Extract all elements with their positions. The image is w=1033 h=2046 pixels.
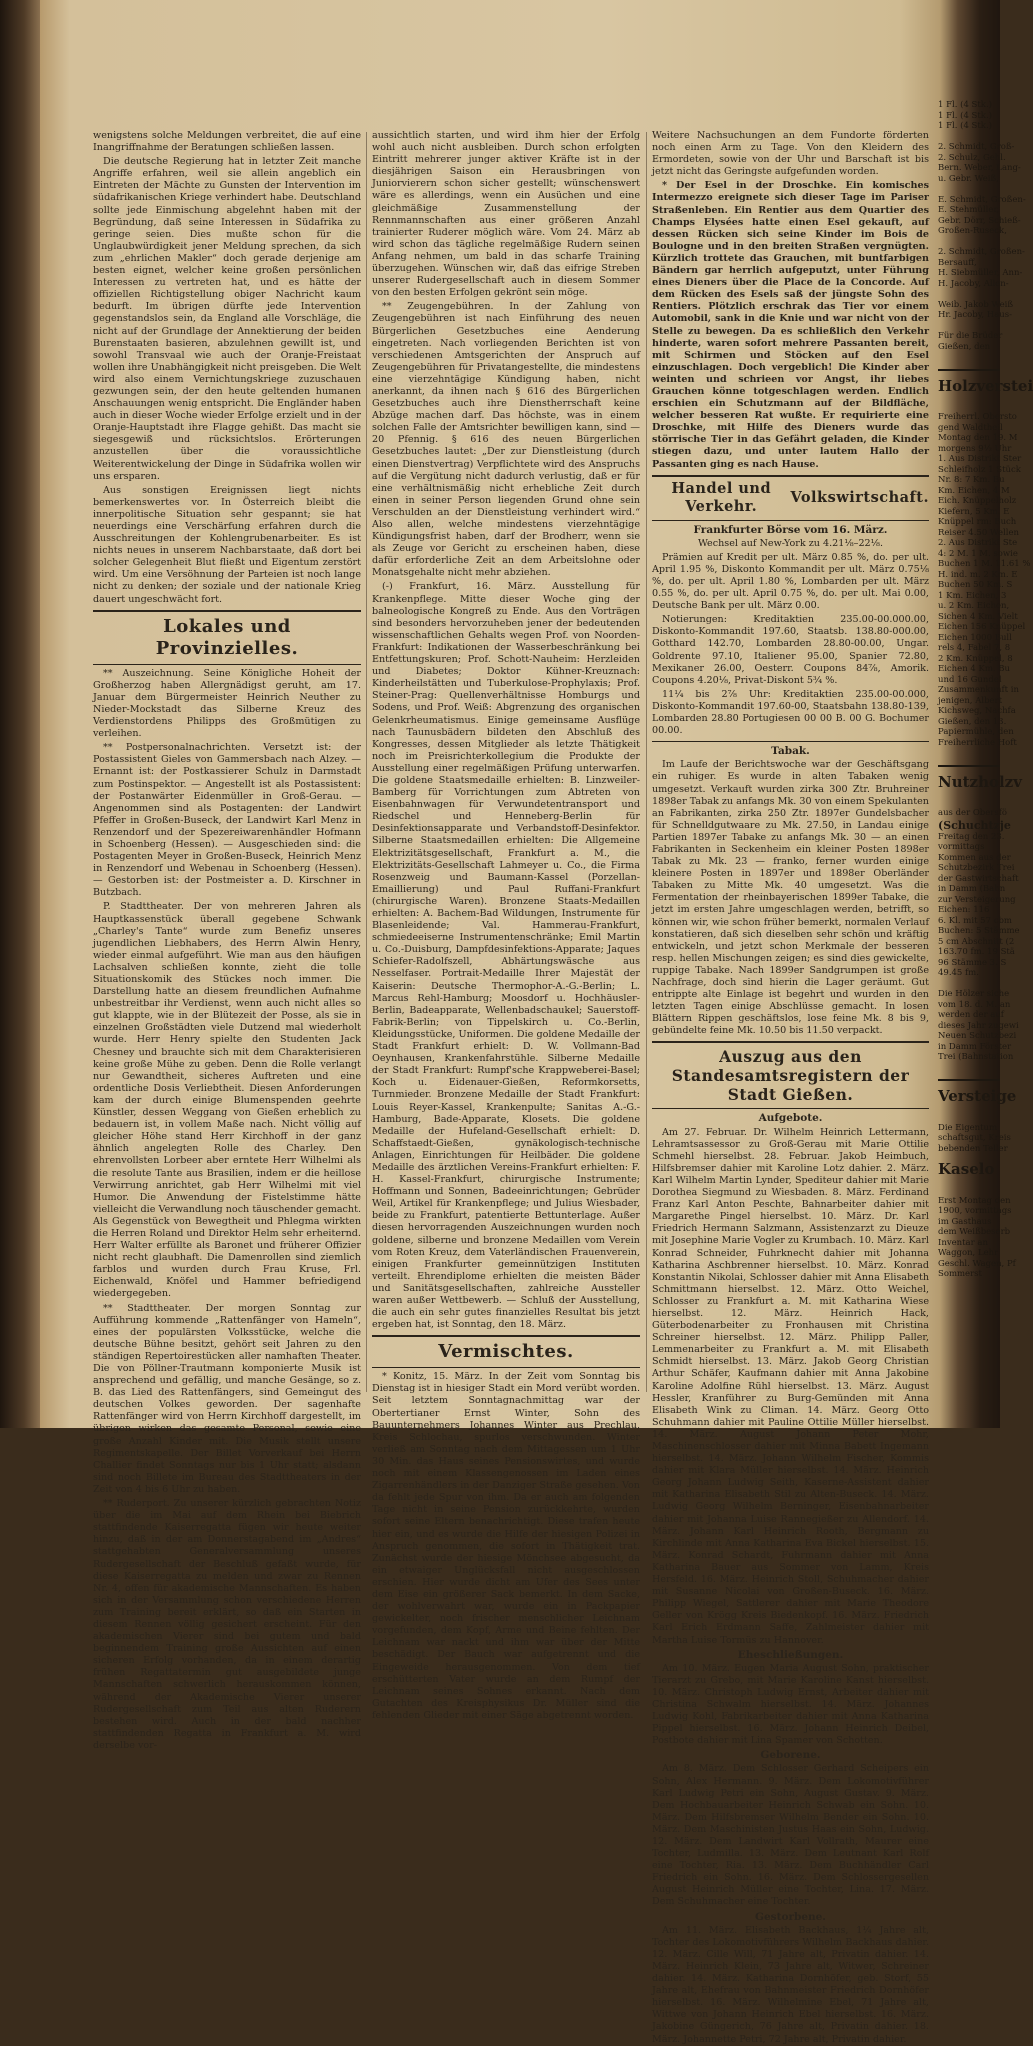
edge-text-line: 1 Fl. (4 Stk.) [938, 110, 992, 121]
edge-text-line: Kichsweg, Nachfa [938, 706, 1016, 716]
news-item: aussichtlich starten, und wird ihm hier der Erfolg wohl auch nicht ausbleiben. Durch schon erfolgten Eintritt mehrerer junger aktiver Kräfte ist in der diesjährigen Saison ein Herausbringen von Juniorvierern schon sicher gestellt; wünschenswert wäre es allerdings, wenn ein Ausüchen und eine gleichmäßige Zusammenstellung der Rennmannschaften aus einer größeren Anzahl trainierter Ruderer möglich wäre. Vom 24. März ab wird schon das tägliche regelmäßige Rudern seinen Anfang nehmen, um bald in das scharfe Training überzugehen. Wünschen wir, daß das eifrige Streben unserer Rudergesellschaft auch in diesem Sommer von den besten Erfolgen gekrönt sein möge. [372, 130, 640, 299]
section-rule [652, 1041, 929, 1043]
edge-text-line: morgens 9½ Uhr [938, 443, 1012, 454]
edge-text-line: Holzverstei [938, 376, 1033, 395]
edge-text-line: Erst Montag den [938, 1195, 1011, 1206]
edge-text-line [938, 132, 1000, 143]
edge-text-line: Freiherrliche Hoft [938, 737, 1017, 748]
edge-text-line: 163.70 fm. 19 Stä [938, 947, 1015, 957]
edge-text-line: Schleifholz 1 Stück [938, 464, 1021, 475]
edge-text-line: Eichen: 116 [938, 905, 990, 915]
section-heading-handel: Handel und Verkehr. [671, 479, 772, 515]
edge-text-line: 2 Km. Knüppel, 8 [938, 653, 1013, 664]
edge-text-line: (Schuchtzje [938, 818, 1011, 832]
section-rule [652, 475, 929, 477]
edge-text-line: Kaselo [938, 1160, 995, 1178]
news-item: ** Postpersonalnachrichten. Versetzt ist: der Postassistent Gieles von Gammersbach nach Alzey. — Ernannt ist: der Postkassierer Schulz in Darmstadt zum Postinspektor. — Angestellt ist als Postassistent: der Postanwärter Eidenmüller in Groß-Gerau. — Angenommen sind als Postagenten: der Landwirt Pfeffer in Großen-Buseck, der Landwirt Karl Menz in Renzendorf und der Spezereiwarenhändler Hofmann in Schoenberg (Hessen). — Ausgeschieden sind: die Postagenten Meyer in Großen-Buseck, Heinrich Menz in Renzendorf und Webenau in Schoenberg (Hessen). — Gestorben ist: der Postmeister a. D. Kirschner in Butzbach. [93, 742, 361, 899]
edge-text-line [938, 184, 1000, 195]
section-rule [372, 1367, 640, 1368]
edge-text-line: Buchen: 5 Stämme [938, 926, 1020, 936]
edge-text-line: vom 18. d. M. an [938, 999, 1011, 1010]
edge-text-line: rels 4, Fabel 7, 8 [938, 643, 1011, 653]
geborene-list: Am 8. März. Dem Schlosser Gerhard Scheipers ein Sohn, Alex Hermann. 9. März. Dem Lokomotivführer Karl Ludwig Petri ein Sohn, August Gustav. 9. März. Dem Hochbauarbeiter Heinrich Schwab ein Sohn. 10. März. Dem Hilfsbremser Wilhelm Bender ein Sohn. 10. März. Dem Maschinisten Justus Haas ein Sohn, Ludwig. 12. März. Dem Landwirt Karl Vollrath, Maurer eine Tochter, Ludmilla. 13. März. Dem Leutnant Karl Rolf eine Tochter, Ria. 13. März. Dem Buchhändler Carl Friedrich ein Sohn. 16. März. Dem Schlossergesellen August Heinrich Müller eine Tochter, Lina. 17. März. Dem Schuhmacher eine Tochter. [652, 1763, 929, 1908]
edge-text-line: Gebr. Dörr, Schieß- [938, 215, 1021, 226]
edge-text-line: 1 Fl. (4 Stk.) [938, 121, 992, 131]
column-divider [366, 132, 367, 1392]
section-rule [93, 610, 361, 612]
edge-text-line: Eichen 4 Km. Bu [938, 664, 1011, 674]
aufgebote-list: Am 27. Februar. Dr. Wilhelm Heinrich Lettermann, Lehramtsassessor zu Groß-Gerau mit Marie Ottilie Schmehl hierselbst. 28. Februar. Jakob Heimbuch, Hilfsbremser dahier mit Karoline Lotz dahier. 2. März. Karl Wilhelm Martin Lynder, Spediteur dahier mit Marie Dorothea Siegmund zu Wiesbaden. 8. März. Ferdinand Franz Karl Anton Peschte, Bahnarbeiter dahier mit Margarethe Pingel hierselbst. 10. März. Dr. Karl Friedrich Hermann Salzmann, Assistenzarzt zu Dieuze mit Josephine Marie Vogler zu Krumbach. 10. März. Karl Konrad Schneider, Fuhrknecht dahier mit Johanna Katharina Aschbrenner hierselbst. 10. März. Konrad Konstantin Nikolai, Schlosser dahier mit Anna Elisabeth Schmittmann hierselbst. 12. März. Otto Weichel, Schlosser zu Frankfurt a. M. mit Katharina Wiese hierselbst. 12. März. Heinrich Hack, Güterbodenarbeiter zu Fronhausen mit Christina Schreiner hierselbst. 12. März. Philipp Paller, Lemmenarbeiter zu Frankfurt a. M. mit Elisabeth Schmidt hierselbst. 13. März. Jakob Georg Christian Arthur Schäfer, Kaufmann dahier mit Anna Jakobine Karoline Adolfine Rühl hierselbst. 13. März. August Hessler, Kranführer zu Burg-Gemünden mit Anna Elisabeth Wink zu Climan. 14. März. Georg Otto Schuhmann dahier mit Pauline Ottilie Müller hierselbst. 14. März. August Johann Peter Mohr, Maschinenschlosser dahier mit Minna Babett Ingemann hierselbst. 14. März. Johann Wilhelm Fischer, Kommis dahier mit Klara Müller hierselbst. 14. März. Heinrich Georg Johann Ludwig Seith, Kaserne-Assistent dahier mit Katharina Elisabeth Stil zu Alten-Buseck. 14. März. Ludwig Georg Wilhelm Berninger, Eisenbahnarbeiter dahier mit Johanna Luise Rannegießer zu Allendorf. 14. März. Johann Karl Heinrich Rooth, Bergmann zu Kirchlinde mit Anna Katharina Eva Bickel hierselbst. 15. März. Konrad Schardt, Fuhrmann dahier mit Anna Katharina Bauer aus Sommer von Lamm, Kreis Hersfeld. 16. März. Heinrich Stoll, Schuhmacher dahier mit Susanne Nicolai von Großen-Buseck. 16. März. Philipp Wiegel, Sattlerer dahier mit Marie Theodore Geller von Krögg Kreis Biedenkopf. 16. März. Friedrich Karl Erich Erdmann Saffe, Zahlmeister dahier mit Martha Luise Tormüs zu Hannover. [652, 1126, 929, 1646]
edge-text-line [938, 1063, 1000, 1074]
edge-text-line: 1. Aus Distrikt Ster [938, 454, 1022, 464]
edge-text-line: H. ind. m. 2 Km. E [938, 569, 1018, 580]
edge-text-line [938, 321, 1000, 332]
aufgebote-title: Aufgebote. [758, 1112, 823, 1125]
edge-text-line: 2. Schulz, Gehl. [938, 152, 1006, 163]
edge-text-line: 96 Stämme 3. S [938, 957, 1007, 968]
edge-text-line: Inventar an [938, 1237, 988, 1248]
edge-text-line: dieses Jahr zugewi [938, 1020, 1019, 1031]
gestorbene-title: Gestorbene. [755, 1910, 826, 1923]
edge-text-line: im Gasthaus [938, 1216, 992, 1227]
edge-text-line: zur Versteigerung [938, 894, 1016, 905]
edge-text-line: Neuen Schutzbezi [938, 1031, 1017, 1041]
edge-text-line: schaftsgut, Kreis [938, 1133, 1011, 1143]
section-heading-vermischtes: Vermischtes. [438, 1341, 574, 1363]
edge-text-line: der Gastwirtschaft [938, 873, 1019, 884]
eheschliessungen-title: Eheschließungen. [737, 1648, 844, 1661]
edge-text-line: u. Gebr. Weiß, [938, 173, 999, 184]
edge-text-line: Freitag den 23. [938, 831, 1005, 842]
boerse-title: Frankfurter Börse vom 16. März. [693, 523, 888, 536]
news-item: ** Auszeichnung. Seine Königliche Hoheit der Großherzog haben Allergnädigst geruht, am 17. Januar dem Bürgermeister Heinrich Neuther zu Nieder-Mockstadt das Silberne Kreuz des Verdienstordens Philipps des Großmütigen zu verleihen. [93, 667, 361, 740]
edge-text-line: Schutzbezirk Trei [938, 863, 1015, 873]
edge-text-line: Nutzholzv [938, 772, 1022, 791]
edge-text-line: und 16 Gundel [938, 674, 1002, 685]
edge-text-line [938, 1112, 1000, 1123]
edge-text-line: 2. Schmidt, Großen- [938, 247, 1025, 257]
article-paragraph: Die deutsche Regierung hat in letzter Zeit manche Angriffe erfahren, weil sie allein angeblich ein Eintreten der Mächte zu Gunsten der Intervention im südafrikanischen Kriege verhindert habe. Deutschland sollte jede Einmischung abgelehnt haben mit der Begründung, daß seine Interessen in Südafrika zu geringe seien. Dies mußte schon für die Unglaubwürdigkeit jener Meldung sprechen, da sich zum „ehrlichen Makler“ doch gerade derjenige am besten eignet, welcher keine großen persönlichen Interessen zu vertreten hat, und es hätte der offiziellen Richtigstellung obiger Nachricht kaum bedurft. Im übrigen dürfte jede Intervention gegenstandslos sein, da England alle Vorschläge, die nicht auf der Grundlage der Annektierung der beiden Burenstaaten basieren, abzulehnen gewillt ist, und sowohl Transvaal wie auch der Oranje-Freistaat wollen ihre Unabhängigkeit nicht preisgeben. Die Welt wird also einem Vernichtungskriege zuzuschauen gezwungen sein, der den heute geltenden humanen Anschauungen wenig entspricht. Die Engländer haben auch in dieser Woche wieder Erfolge erzielt und in der Oranje-Hauptstadt ihre Flagge gehißt. Das macht sie siegesgewiß und rücksichtslos. Erörterungen anzustellen über die voraussichtliche Weiterentwickelung der Dinge in Südafrika wollen wir uns ersparen. [93, 156, 361, 482]
edge-text-line: Kiefern, 5 Km. E [938, 506, 1010, 517]
edge-text-line: E. Schmidt, Großen- [938, 194, 1026, 205]
edge-text-line: in Damm Förster [938, 1041, 1012, 1052]
edge-text-line: Eich. Knüppelholz [938, 496, 1017, 506]
edge-text-line: dem Weißbeserb [938, 1227, 1011, 1237]
edge-text-line: Für die Brüder [938, 331, 1003, 341]
edge-text-line: jenigen, Albert [938, 695, 1003, 706]
edge-text-line [938, 289, 1000, 300]
edge-rule [938, 369, 1000, 371]
edge-text-line: 1 Fl. (4 Stk.) [938, 100, 992, 110]
edge-text-line [938, 352, 1000, 363]
edge-text-line: Sommerst [938, 1269, 982, 1279]
edge-text-line: Montag den 19. M [938, 433, 1018, 443]
edge-text-line [938, 979, 1000, 990]
edge-text-line: Buchen 50 Km. S [938, 580, 1013, 590]
edge-text-line [938, 748, 1000, 759]
edge-text-line: 1900, vormittags [938, 1206, 1012, 1216]
section-rule [652, 520, 929, 521]
boerse-line: Notierungen: Kreditaktien 235.00-00.000.00, Diskonto-Kommandit 197.60, Staatsb. 138.80-000.00, Gotthard 142.70, Lombarden 28.80-00.00, Ungar. Goldrente 97.10, Italiener 95.00, Spanier 72.80, Mexikaner 26.00, Oesterr. Coupons 84⅞, Amorik. Coupons 4.20⅛, Privat-Diskont 5¾ %. [652, 614, 929, 686]
edge-text-line: Km. Eichen, 4 M [938, 485, 1010, 496]
edge-text-line: H. Siebmüller, Ann- [938, 268, 1023, 278]
edge-text-line: Weib. Jakob Weiß [938, 299, 1013, 310]
news-item: P. Stadttheater. Der von mehreren Jahren als Hauptkassenstück überall gegebene Schwank „Charley's Tante“ wurde zum Benefiz unseres jugendlichen Liebhabers, des Herrn Alwin Henry, wieder einmal aufgeführt. Wie man aus den häufigen Lachsalven schließen konnte, zieht die tolle Situationskomik des Stückes noch immer. Die Darstellung hatte an diesem freundlichen Aufnahme unbestreitbar ihr Verdienst, wenn auch nicht alles so gut klappte, wie in der Blütezeit der Posse, als sie in einzelnen Großstädten viele Dutzend mal wiederholt wurde. Herr Henry spielte den Studenten Jack Chesney und brauchte sich mit dem Charakterisieren keine große Mühe zu geben. Denn die Rolle verlangt nur Gewandtheit, sicheres Auftreten und eine ordentliche Dosis Verliebtheit. Diesen Anforderungen kam der durch einige Blumenspenden geehrte Künstler, dessen Weggang von Gießen erheblich zu bedauern ist, in vollem Maße nach. Nicht völlig auf gleicher Höhe stand Herr Kirchhoff in der ganz ähnlich angelegten Rolle des Charley. Den ehrenvollsten Lorbeer aber erntete Herr Wilhelmi als die resolute Tante aus Brasilien, indem er die heillose Verwirrung anrichtet, gab Herr Wilhelmi mit viel Humor. Die Anwendung der Fistelstimme hätte vielleicht die Verwandlung noch täuschender gemacht. Als Gegenstück von Bewegtheit und Phlegma wirkten die Herren Roland und Direktor Helm sehr erheiternd. Herr Walter erfüllte als Baronet und früherer Offizier nicht recht glaubhaft. Die Damenrollen sind ziemlich farblos und wurden durch Frau Kruse, Frl. Eichenwald, Knöfel und Hammer befriedigend wiedergegeben. [93, 901, 361, 1300]
news-item: ** Ruderport. Zu unserer kürzlich gebrachten Notiz über die im Mai auf dem Rhein bei Biebrich stattfindende Kaiserregatta fügen wir heute weiter hinzu, daß in der am Donnerstagabend im „Andres“ stattgehabten Generalversammlung unseres Rudergesellschaft der Beschluß gefaßt wurde, für diese Kaiserregatta zu melden und zwar zu Rennen Nr. 4, offen für akademische Mannschaften. Es haben sich in der Versammlung schon verschiedene Herren zum Training bereit erklärt, so daß ein Starten in diesem Rennen völlig gesichert erscheint. Für den akademischen Vierer sind bei gutem und bald beginnendem Training große Aussichten auf einen sicheren Erfolg vorhanden, da in einem derartig frühen Regattatermin gut ausgebildete junge Mannschaften schwerlich herauskommen können, während der Akademische Vierer unserer Rudergesellschaft zum Teil aus alten Ruderern bestehen wird. Auch in der bald nachher stattfindenden Regatta in Frankfurt a. M. wird derselbe vor- [93, 1498, 361, 1751]
news-item: ** Stadttheater. Der morgen Sonntag zur Aufführung kommende „Rattenfänger von Hameln“, eines der populärsten Volksstücke, welche die deutsche Bühne besitzt, gehört seit Jahren zu den ständigen Repertoirestücken aller namhaften Theater. Die von Pöllner-Trautmann komponierte Musik ist ansprechend und gefällig, und manche Gesänge, so z. B. das Lied des Rattenfängers, sind Gemeingut des deutschen Volkes geworden. Der sagenhafte Rattenfänger wird von Herrn Kirchhoff dargestellt, im übrigen wirken das gesamte Personal, sowie eine große Anzahl Kinder mit. Die Musik stellt unsere Regimentskapelle. Der Billet Vorverkauf bei Herrn Challier findet Sonntags nur bis 1 Uhr statt; alsdann sind noch Billete im Bureau des Stadttheaters in der Zeit von 4 bis 6 Uhr zu haben. [93, 1302, 361, 1495]
tabak-title: Tabak. [771, 745, 810, 758]
news-item: * Konitz, 15. März. In der Zeit vom Sonntag bis Dienstag ist in hiesiger Stadt ein Mord verübt worden. Seit letztem Sonntagnachmittag war der Obertertianer Ernst Winter, Sohn des Bauunternehmers Johannes Winter aus Prechlau, Kreis Schlochau, spurlos verschwunden. Winter verließ am Sonntag nach dem Mittagessen um 1 Uhr 30 Min. das Haus seines Pensionswirtes, und wurde noch mit einem Klassengenossen im Laden eines Zigarrenhändlers in der Danziger Straße gesehen. Von da fehlt jede Spur von ihm. Da er auch am folgenden Tage nicht in seine Pension zurückkehrte, wurden sofort seine Eltern benachrichtigt. Diese trafen heute hier ein, und es wurde die Hilfe der hiesigen Polizei in Anspruch genommen, die sofort in Thätigkeit trat. Zunächst wurde der hiesige Mönchsee abgesucht, da ein etwaiger Unglücksfall nicht ausgeschlossen erschien. Hier wurde dicht am Ufer des Sees unter dem Eise ein größerer Sack bemerkt. In dem Sacke, der wohlverwahrt war, wurde ein in Packpapier gewickelter, noch frischer menschlicher Leichnam vorgefunden, dem Kopf, Arme und Beine fehlten. Der Leichnam war nackt und ihm war über der Mitte beschädigt. Der Bauch war aufgetrennt und die Eingeweide herausgenommen. Von dem tief erschütterten Vater wurde an dem Rumpf der Leichnam seines Sohnes erkannt. Nach dem Gutachten des Kreisphysikus Dr. Müller sind die fehlenden Glieder mit einer Säge abgetrennt worden. [372, 1371, 640, 1721]
edge-text-line: Reiser 4.50 Wellen [938, 527, 1019, 538]
news-item: Weitere Nachsuchungen an dem Fundorte förderten noch einen Arm zu Tage. Von den Kleidern des Ermordeten, sowie von der Uhr und Barschaft ist bis jetzt nicht das Geringste aufgefunden worden. [652, 130, 929, 178]
column-divider [646, 132, 647, 1392]
eheschliessungen-list: Am 10. März. Eugen Maria August Sohn, praktischer Tierarzt zu Grebo, mit Marie Karoline Kanst hierselbst. 10. März. Christoph Ludwig Ernst, Arbeiter dahier mit Christina Schwalm hierselbst. 14. März. Johannes Ludwig Kohl, Fabrikarbeiter dahier mit Anna Katharina Pippel hierselbst. 16. März. Johann Heinrich Deibel, Postbote dahier mit Lina Spamer von Schotten. [652, 1662, 929, 1747]
section-heading-lokales: Lokales und Provinzielles. [155, 615, 299, 659]
edge-text-line: Gießen, den 13. [938, 716, 1007, 727]
edge-text-line: bebenden Teller [938, 1143, 1008, 1154]
edge-text-line: Großen-Ruseck, [938, 226, 1007, 236]
edge-text-line: Eichen 1000 Bull [938, 632, 1012, 643]
section-heading-volkswirtschaft: Volkswirtschaft. [790, 488, 929, 506]
edge-text-line: Buchen 1 M. 11.61 % [938, 559, 1031, 569]
edge-text-line: Bersauff, [938, 257, 977, 268]
edge-text-line: Nr. 8: 7 Km. Bu [938, 475, 1005, 485]
adjacent-page-edge [938, 100, 1033, 1420]
edge-text-line: Geschl. Wagen, Pf [938, 1258, 1016, 1269]
news-item: ** Zeugengebühren. In der Zahlung von Zeugengebühren ist nach Einführung des neuen Bürgerlichen Gesetzbuches eine Aenderung eingetreten. Nach vorliegenden Berichten ist von verschiedenen Amtsgerichten der Anspruch auf Zeugengebühren für Privatangestellte, die mindestens eine vierzehntägige Kündigung haben, nicht anerkannt, da ihnen nach § 616 des Bürgerlichen Gesetzbuches auch ihre Dienstherrschaft keine Abzüge machen darf. Das höchste, was in einem solchen Falle der Amtsrichter bewilligen kann, sind — 20 Pfennig. § 616 des neuen Bürgerlichen Gesetzbuches lautet: „Der zur Dienstleistung (durch einen Dienstvertrag) Verpflichtete wird des Anspruchs auf die Vergütung nicht dadurch verlustig, daß er für eine verhältnismäßig nicht erhebliche Zeit durch einen in seiner Person liegenden Grund ohne sein Verschulden an der Dienstleistung verhindert wird.“ Also allen, welche mindestens vierzehntägige Kündigungsfrist haben, darf der Brodherr, wenn sie als Zeuge vor Gericht zu erscheinen haben, diese dafür erforderliche Zeit an dem Arbeitslohne oder Monatsgehalte nicht mehr abziehen. [372, 301, 640, 579]
edge-text-line: Gießen, den [938, 341, 991, 352]
boerse-line: 11¼ bis 2⅞ Uhr: Kreditaktien 235.00-00.000, Diskonto-Kommandit 197.60-00, Staatsbahn 138.80-139, Lombarden 28.80 Portugiesen 00 00 B. 00 G. Bochumer 00.00. [652, 688, 929, 737]
column-1 [93, 130, 361, 1751]
edge-text-line: Die Eigentum [938, 1122, 998, 1133]
edge-text-line: Versteige [938, 1087, 1017, 1105]
column-2 [372, 130, 640, 1721]
edge-text-line: E. Stehmüller, [938, 205, 1000, 215]
edge-text-line: 2. Schmidt, Groß- [938, 142, 1015, 152]
edge-text-line: 6. Kl. mit 57 cbm [938, 915, 1012, 926]
book-spine [0, 0, 40, 1428]
edge-text-line: Hr. Jacoby, Haus- [938, 310, 1013, 320]
edge-rule [938, 1079, 1000, 1081]
edge-text-line: Papiermühle, den [938, 727, 1014, 737]
edge-text-line: Bern. Weber, Lang- [938, 163, 1021, 173]
edge-text-line: in Damm (Bahn [938, 884, 1006, 894]
section-heading-standesamt: Auszug aus den Standesamtsregistern der Stadt Gießen. [671, 1047, 910, 1105]
trade-header [652, 480, 929, 516]
edge-text-line: Waggon, Lehr [938, 1248, 999, 1258]
edge-text-line: Die Hölzer siche [938, 989, 1010, 999]
edge-text-line: 2. Aus Distrikt Ste [938, 538, 1018, 548]
edge-text-line: werden der auf [938, 1010, 1004, 1020]
section-rule [652, 741, 929, 742]
edge-text-line: gend Waldtheil [938, 422, 1003, 433]
edge-text-line: 1 Km. Eichen, 3 [938, 590, 1007, 601]
edge-text-line: Kommen aus der [938, 852, 1011, 863]
column-3 [652, 130, 929, 2045]
edge-text-line [938, 798, 1000, 809]
edge-text-line: Sichen 4 Km. Vielt [938, 611, 1018, 622]
section-rule [652, 1108, 929, 1109]
geborene-title: Geborene. [760, 1749, 821, 1762]
edge-text-line: vormittags [938, 842, 985, 852]
edge-text-line: H. Jacoby, Allen- [938, 278, 1009, 289]
edge-text-line: Trei (Bahnstation [938, 1052, 1014, 1062]
edge-text-line: Knüppel rm: Buch [938, 517, 1017, 527]
edge-text-line: 5 cm Abschnitt (2 [938, 936, 1015, 947]
edge-text-line: Eichen 156 Knüppel [938, 622, 1026, 632]
edge-text-line [938, 402, 1000, 413]
tabak-report: Im Laufe der Berichtswoche war der Geschäftsgang ein ruhiger. Es wurde in alten Tabaken wenig umgesetzt. Verkauft wurden zirka 300 Ztr. Bruhreiner 1898er Tabak zu anfangs Mk. 30 von einem Spekulanten an Fabrikanten, zirka 250 Ztr. 1897er Gundelsbacher für Schnelldgutwaare zu Mk. 27.50, in Landau einige Partien 1897er Tabake zu anfangs Mk. 30 — an einen Fabrikanten in Seckenheim ein kleiner Posten 1898er Tabak zu Mk. 23 — franko, ferner wurden einige kleinere Posten in 1897er und 1898er Oberländer Tabaken zu Mitte Mk. 40 umgesetzt. Was die Fermentation der rheinbayerischen 1899er Tabake, die jetzt im ersten Jahre umgeschlagen werden, betrifft, so können wir, wie schon früher bemerkt, normalen Verlauf konstatieren, daß sich dieselben sehr schön und kräftig entwickeln, und jetzt schon Merkmale der besseren resp. hellen Mischungen zeigen; es sind dies gewickelte, ruppige Tabake. Nach 1899er Sandgrumpen ist große Nachfrage, doch sind hierin die Lager geräumt. Gut entrippte alte Einlage ist begehrt und wurden in den letzten Tagen einige Abschlüsse gemacht. In losen Blättern Rippen geschäftslos, lose feine Mk. 8 bis 9, gebündelte feine Mk. 10.50 bis 11.50 verpackt. [652, 759, 929, 1037]
boerse-line: Prämien auf Kredit per ult. März 0.85 %, do. per ult. April 1.95 %, Diskonto Kommandit per ult. März 0.75⅛ %, do. per ult. April 1.80 %, Lombarden per ult. März 0.55 %, do. per ult. April 0.75 %, do. per ult. Mai 0.00, Deutsche Bank per ult. März 0.00. [652, 551, 929, 612]
edge-text-line: aus der Obersfö [938, 808, 1007, 818]
edge-text-line [938, 1185, 1000, 1196]
edge-text-line: Freiherrl. Obersto [938, 412, 1017, 422]
edge-text-line: 49.45 fm. [938, 968, 979, 978]
news-item: (-) Frankfurt, 16. März. Ausstellung für Krankenpflege. Mitte dieser Woche ging der balneologische Kongreß zu Ende. Aus den Vorträgen sind besonders hervorzuheben jener der bedeutenden wissenschaftlichen Gehalts wegen Prof. von Noorden-Frankfurt: Indikationen der Wasserbeschränkung bei Entfettungskuren; Prof. Schott-Nauheim: Herzleiden und Diabetes; Doktor Kühner-Kreuznach: Kinderheilstätten und Tuberkulose-Prophylaxis; Prof. Steiner-Prag: Quellenverhältnisse Homburgs und Sodens, und Prof. Weiß: Abgrenzung des organischen Gelenkrheumatismus. Einige gemeinsame Ausflüge nach Taunusbädern bildeten den Abschluß des Kongresses, dessen Mitglieder als letzte Thätigkeit noch im Preisrichterkollegium die Produkte der Ausstellung einer regelmäßigen Prüfung unterwarfen. Die goldene Staatsmedaille erhielten: B. Linzweiler-Bamberg für Vorrichtungen zum Abtreten von Eisenbahnwagen für Verwundetentransport und Riedschel und Henneberg-Berlin für Desinfektionsapparate und Verbandstoff-Desinfektor. Silberne Staatsmedaillen erhielten: Die Allgemeine Elektrizitätsgesellschaft, Frankfurt a. M., die Elektrizitäts-Gesellschaft Lahmeyer u. Co., die Firma Rosenzweig und Baumann-Kassel (Porzellan-Emaillierung) und Paul Ruffani-Frankfurt (chirurgische Waren). Bronzene Staats-Medaillen erhielten: A. Bachem-Bad Wildungen, Instrumente für Blasenleidende; Val. Hammerau-Frankfurt, schmiedeeiserne Instrumentenschränke; Emil Martin u. Co.-Duisburg, Dampfdesinfektions-Apparate; Jaques Schiefer-Radolfszell, Abhärtungswäsche aus Nesselfaser. Portrait-Medaille Ihrer Majestät der Kaiserin: Deutsche Thermophor-A.-G.-Berlin; L. Marcus Rehl-Hamburg; Moosdorf u. Hochhäusler-Berlin, Badeapparate, Wellenbadschaukel; Sauerstoff-Fabrik-Berlin; von Tippelskirch u. Co.-Berlin, Kleidungsstücke, Uniformen. Die goldene Medaille der Stadt Frankfurt erhielt: D. W. Vollmann-Bad Oeynhausen, Krankenfahrstühle. Silberne Medaille der Stadt Frankfurt: Rumpf'sche Krappweberei-Basel; Koch u. Eidenauer-Gießen, Reformkorsetts, Turnmieder. Bronzene Medaille der Stadt Frankfurt: Louis Reyer-Kassel, Krankenpulte; Sanitas A.-G.-Hamburg, Bade-Apparate, Klosets. Die goldene Medaille der Hufeland-Gesellschaft erhielt: D. Schaffstaedt-Gießen, gynäkologisch-technische Anlagen, Einrichtungen für Heilbäder. Die goldene Medaille des ärztlichen Vereins-Frankfurt erhielten: F. H. Kassel-Frankfurt, chirurgische Instrumente; Hoffmann und Sonnen, Badeeinrichtungen; Gebrüder Weil, Artikel für Krankenpflege; und Julius Wiesbader, beide zu Frankfurt, patentierte Bettunterlage. Außer diesen hervorragenden Auszeichnungen wurden noch goldene, silberne und bronzene Medaillen vom Verein vom Roten Kreuz, dem Vaterländischen Frauenverein, einigen Frankfurter gemeinnützigen Instituten verteilt. Ehrendiplome erhielten die meisten Bäder und Sanitätsgesellschaften, zahlreiche Aussteller waren außer Wettbewerb. — Schluß der Ausstellung, die auch ein sehr gutes finanzielles Resultat bis jetzt ergeben hat, ist Sonntag, den 18. März. [372, 581, 640, 1331]
gestorbene-list: Am 11. März. Elisabeth Backhaus, 1¼ Jahre alt, Tochter des Lokomotivführers Wilhelm Backhaus dahier. 12. März. Cille Will, 71 Jahre alt, Privatin dahier. 14. März. Heinrich Klein, 73 Jahre alt, Witwer, Schreiner dahier. 14. März. Katharina Dornhöfer, geb. Storf, 55 Jahre alt, Ehefrau von Bahnmeister Friedrich Dornhöfer hierselbst. 16. März. Wilhelmine Ebel, 71 Jahre alt, Wittwe von Johann Heinrich Ebel hierselbst. 16. März. Jakobine Güngerich, 76 Jahre alt, Privatin dahier. 18. März. Johannette Petri, 72 Jahre alt, Privatin dahier. [652, 1924, 929, 2045]
article-paragraph: Aus sonstigen Ereignissen liegt nichts bemerkenswertes vor. In Österreich bleibt die innerpolitische Situation sehr gespannt; sie hat neuerdings eine Verschärfung erfahren durch die Ausschreitungen der Kohlengrubenarbeiter. Es ist nichts neues in unserem Nachbarstaate, daß dort bei solcher Gelegenheit Blut fließt und Eigentum zerstört wird. Um eine Versöhnung der Parteien ist noch lange nicht zu denken; der soziale und der nationale Krieg dauert ungeschwächt fort. [93, 484, 361, 605]
section-rule [372, 1335, 640, 1337]
article-paragraph: wenigstens solche Meldungen verbreitet, die auf eine Inangriffnahme der Beratungen schließen lassen. [93, 130, 361, 154]
edge-text-line: u. 2 Km. Eichen, [938, 601, 1010, 611]
edge-text-line: Zusammenkunft in [938, 685, 1019, 695]
news-item: * Der Esel in der Droschke. Ein komisches Intermezzo ereignete sich dieser Tage im Pariser Straßenleben. Ein Rentier aus dem Quartier des Champs Elysées hatte einen Esel gekauft, auf dessen Rücken sich seine Kinder im Bois de Boulogne und in den breiten Straßen vergnügten. Kürzlich trottete das Grauchen, mit buntfarbigen Bändern gar herrlich aufgeputzt, unter Führung eines Dieners über die Place de la Concorde. Auf dem Rücken des Esels saß der jüngste Sohn des Rentiers. Plötzlich erschrak das Tier vor einem Automobil, sank in die Knie und war nicht von der Stelle zu bewegen. Da es schließlich den Verkehr hinderte, waren sofort mehrere Passanten bereit, mit Schirmen und Stöcken auf den Esel einzuschlagen. Doch vergeblich! Die Kinder aber weinten und schrieen vor Angst, ihr liebes Grauchen könne totgeschlagen werden. Endlich erschien ein Schutzmann auf der Bildfläche, welcher besseren Rat wußte. Er requirierte eine Droschke, mit Hilfe des Dieners wurde das störrische Tier in das Gefährt geladen, die Kinder stiegen dazu, und unter lautem Hallo der Passanten ging es nach Hause. [652, 180, 929, 470]
edge-rule [938, 765, 1000, 767]
section-rule [93, 664, 361, 665]
edge-text-line [938, 237, 1000, 248]
boerse-line: Wechsel auf New-York zu 4.21⅛–22⅛. [697, 537, 883, 549]
edge-text-line: 4: 2 M. 1 M. sowie [938, 548, 1018, 559]
